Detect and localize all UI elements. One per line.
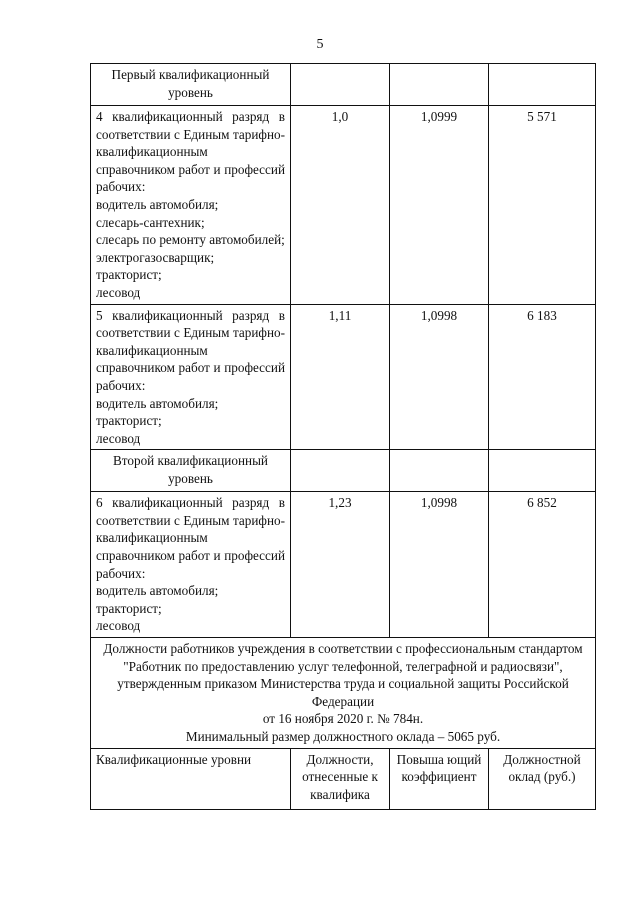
position-description bbox=[91, 106, 291, 305]
header-salary: Должностной оклад (руб.) bbox=[489, 748, 596, 809]
section-banner bbox=[91, 638, 596, 749]
salary-value: 5 571 bbox=[489, 106, 596, 305]
header-increase-coefficient: Повыша ющий коэффициент bbox=[390, 748, 489, 809]
increase-coefficient-value: 1,0998 bbox=[390, 304, 489, 450]
position-description bbox=[91, 492, 291, 638]
table-row bbox=[91, 492, 596, 638]
table-header-row bbox=[91, 748, 596, 809]
empty-cell bbox=[291, 450, 390, 492]
header-positions: Должности, отнесенные к квалифика bbox=[291, 748, 390, 809]
table-row bbox=[91, 450, 596, 492]
page-number: 5 bbox=[316, 37, 324, 52]
table-row bbox=[91, 638, 596, 749]
profession-item: слесарь по ремонту автомобилей; bbox=[96, 232, 285, 248]
salary-table bbox=[90, 63, 596, 810]
banner-text: Должности работников учреждения в соответствии с профессиональным стандартом "Работник по предоставлению услуг телефонной, телеграфной и радиосвязи", утвержденным приказом Министерства труда и социальной защиты Российской Федерации bbox=[103, 641, 583, 709]
profession-item: тракторист; bbox=[96, 413, 162, 429]
qualification-level-second: Второй квалификационный уровень bbox=[91, 450, 291, 492]
salary-value: 6 183 bbox=[489, 304, 596, 450]
header-qualification-levels: Квалификационные уровни bbox=[91, 748, 291, 809]
profession-item: слесарь-сантехник; bbox=[96, 214, 205, 230]
empty-cell bbox=[489, 450, 596, 492]
profession-item: водитель автомобиля; bbox=[96, 395, 219, 411]
banner-min-salary: Минимальный размер должностного оклада – 5065 руб. bbox=[185, 729, 501, 744]
profession-item: водитель автомобиля; bbox=[96, 196, 219, 212]
profession-item: тракторист; bbox=[96, 600, 162, 616]
salary-value: 6 852 bbox=[489, 492, 596, 638]
coefficient-value: 1,0 bbox=[291, 106, 390, 305]
profession-item: тракторист; bbox=[96, 267, 162, 283]
empty-cell bbox=[489, 64, 596, 106]
empty-cell bbox=[390, 64, 489, 106]
increase-coefficient-value: 1,0998 bbox=[390, 492, 489, 638]
table-row bbox=[91, 304, 596, 450]
empty-cell bbox=[390, 450, 489, 492]
empty-cell bbox=[291, 64, 390, 106]
description-head: 5 квалификационный разряд в соответствии с Единым тарифно-квалификационным справочником работ и профессий рабочих: bbox=[96, 307, 285, 393]
profession-item: лесовод bbox=[96, 618, 141, 634]
profession-item: водитель автомобиля; bbox=[96, 583, 219, 599]
coefficient-value: 1,11 bbox=[291, 304, 390, 450]
description-head: 6 квалификационный разряд в соответствии с Единым тарифно-квалификационным справочником работ и профессий рабочих: bbox=[96, 495, 285, 581]
increase-coefficient-value: 1,0999 bbox=[390, 106, 489, 305]
description-head: 4 квалификационный разряд в соответствии с Единым тарифно-квалификационным справочником работ и профессий рабочих: bbox=[96, 109, 285, 195]
table-row bbox=[91, 64, 596, 106]
qualification-level-first: Первый квалификационный уровень bbox=[91, 64, 291, 106]
profession-item: лесовод bbox=[96, 284, 141, 300]
profession-item: лесовод bbox=[96, 430, 141, 446]
position-description bbox=[91, 304, 291, 450]
profession-item: электрогазосварщик; bbox=[96, 249, 215, 265]
banner-date: от 16 ноября 2020 г. № 784н. bbox=[262, 711, 424, 727]
coefficient-value: 1,23 bbox=[291, 492, 390, 638]
table-row bbox=[91, 106, 596, 305]
